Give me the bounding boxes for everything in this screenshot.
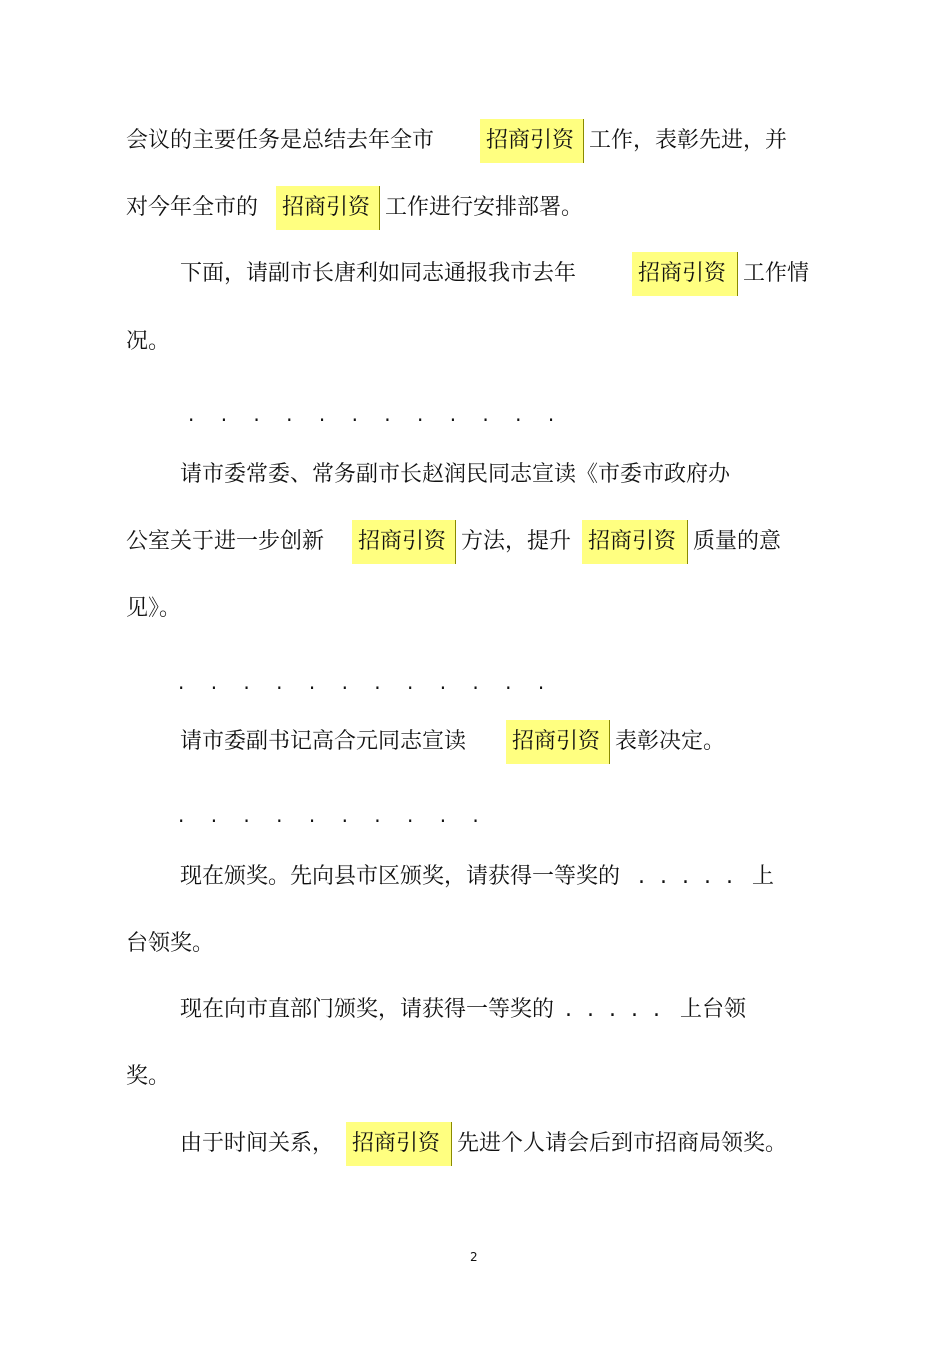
p3-line1-text: 请市委常委、常务副市长赵润民同志宣读《市委市政府办 (180, 462, 731, 487)
p5-line1-text-a: 现在颁奖。先向县市区颁奖，请获得一等奖的 (180, 864, 621, 889)
p3-line3-text: 见》。 (126, 596, 182, 621)
highlight-term: 招商引资 (632, 252, 738, 296)
ellipsis-dots: . . . . . . . . . . (178, 803, 489, 827)
ellipsis-dots: . . . . . . . . . . . . (178, 670, 555, 694)
highlight-term: 招商引资 (582, 520, 688, 564)
highlight-term: 招商引资 (352, 520, 456, 564)
p3-line2-text-c: 质量的意 (693, 529, 782, 554)
p2-line1-text-a: 下面，请副市长唐利如同志通报我市去年 (180, 261, 577, 286)
p6-line2-text: 奖。 (126, 1064, 171, 1089)
p6-line1-dots: . . . . . (565, 997, 664, 1022)
highlight-term: 招商引资 (506, 720, 610, 764)
ellipsis-dots: . . . . . . . . . . . . (188, 402, 565, 426)
p6-line1-text-a: 现在向市直部门颁奖，请获得一等奖的 (180, 997, 555, 1022)
p7-line1-text-a: 由于时间关系， (180, 1131, 335, 1156)
p5-line1-text-b: 上 (752, 864, 775, 889)
p7-line1-text-b: 先进个人请会后到市招商局领奖。 (457, 1131, 788, 1156)
p1-line1-text-a: 会议的主要任务是总结去年全市 (126, 128, 435, 153)
p1-line1-text-b: 工作，表彰先进，并 (589, 128, 788, 153)
p5-line2-text: 台领奖。 (126, 931, 215, 956)
p2-line1-text-b: 工作情 (743, 261, 810, 286)
p5-line1-dots: . . . . . (638, 864, 737, 889)
page-number: 2 (470, 1250, 478, 1264)
highlight-term: 招商引资 (276, 186, 380, 230)
p6-line1-text-b: 上台领 (680, 997, 747, 1022)
p4-line1-text-a: 请市委副书记高合元同志宣读 (180, 729, 467, 754)
p2-line2-text: 况。 (126, 329, 171, 354)
p3-line2-text-b: 方法，提升 (461, 529, 572, 554)
p1-line2-text-b: 工作进行安排部署。 (385, 195, 584, 220)
highlight-term: 招商引资 (480, 119, 584, 163)
highlight-term: 招商引资 (346, 1122, 452, 1166)
p4-line1-text-b: 表彰决定。 (615, 729, 726, 754)
p3-line2-text-a: 公室关于进一步创新 (126, 529, 325, 554)
p1-line2-text-a: 对今年全市的 (126, 195, 259, 220)
